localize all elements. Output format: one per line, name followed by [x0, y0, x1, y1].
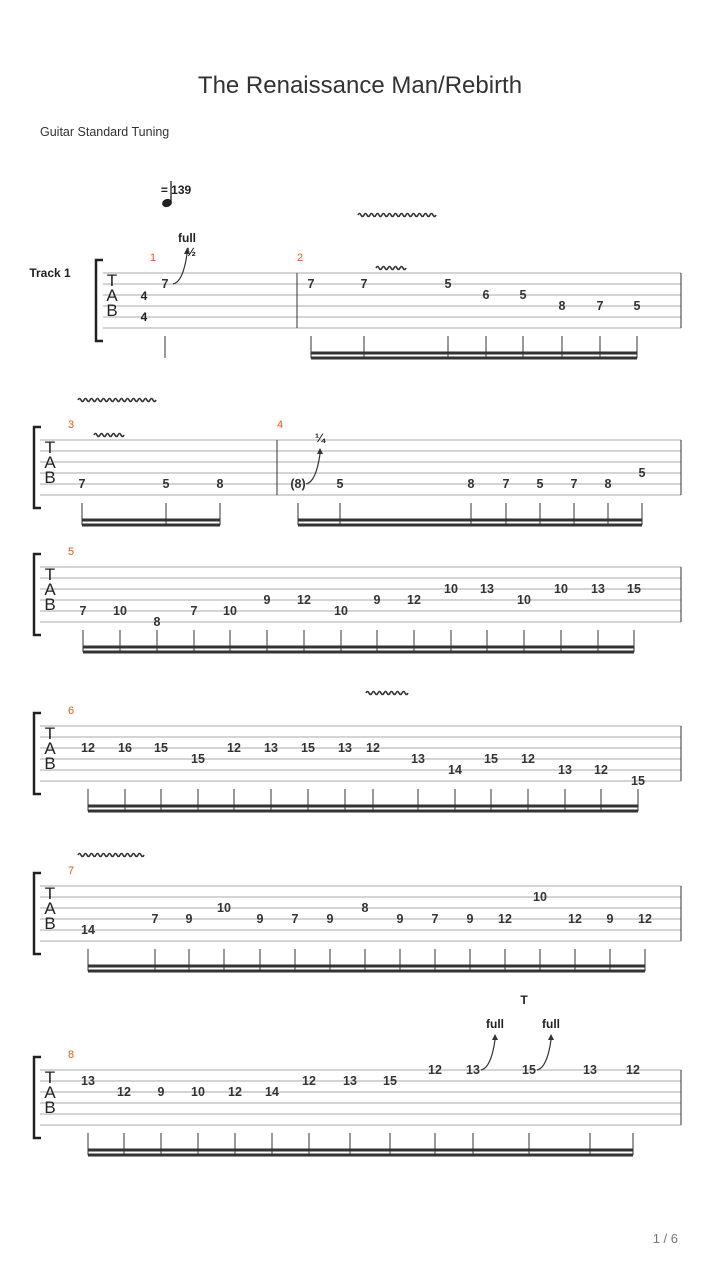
bend-amount: full: [542, 1017, 560, 1031]
fret-number: 13: [343, 1074, 357, 1088]
fret-number: 13: [583, 1063, 597, 1077]
bend-arrow: [481, 1040, 495, 1070]
tab-clef-letter: T: [44, 884, 56, 903]
fret-number: 14: [81, 923, 95, 937]
fret-number: 7: [502, 477, 510, 491]
fret-number: 8: [467, 477, 475, 491]
tuning-label: Guitar Standard Tuning: [40, 125, 170, 139]
system-bracket: [34, 1057, 41, 1138]
measure-number: 2: [297, 252, 304, 264]
fret-number: 7: [78, 477, 86, 491]
fret-number: 9: [396, 912, 404, 926]
tab-clef-letter: B: [106, 301, 118, 320]
bend-arrow: [173, 254, 187, 284]
fret-number: 10: [191, 1085, 205, 1099]
tab-clef-letter: B: [44, 595, 56, 614]
tab-clef-letter: T: [44, 438, 56, 457]
fret-number: 16: [118, 741, 132, 755]
track-label: Track 1: [29, 266, 71, 280]
fret-number: 9: [466, 912, 474, 926]
tab-system-6: [34, 1034, 681, 1155]
measure-number: 4: [277, 419, 284, 431]
time-signature-bottom: 4: [140, 310, 148, 324]
fret-number: 12: [521, 752, 535, 766]
tab-system-3: [34, 554, 681, 652]
fret-number: 13: [81, 1074, 95, 1088]
fret-number: 7: [307, 277, 315, 291]
tab-clef-letter: T: [44, 1068, 56, 1087]
tab-system-1: [96, 248, 681, 358]
fret-number: 12: [594, 763, 608, 777]
fret-number: 13: [411, 752, 425, 766]
fret-number: 13: [466, 1063, 480, 1077]
fret-number: 7: [570, 477, 578, 491]
fret-number: 15: [191, 752, 205, 766]
measure-number: 1: [150, 252, 157, 264]
fret-number: 6: [482, 288, 490, 302]
tab-clef-letter: A: [106, 286, 118, 305]
fret-number: 7: [190, 604, 198, 618]
fret-number: 7: [79, 604, 87, 618]
system-bracket: [96, 260, 103, 341]
fret-number: 15: [627, 582, 641, 596]
tab-clef-letter: T: [44, 724, 56, 743]
system-bracket: [34, 554, 41, 635]
fret-number: 10: [533, 890, 547, 904]
fret-number: 10: [217, 901, 231, 915]
vibrato-mark: [376, 267, 406, 270]
fret-number: 12: [638, 912, 652, 926]
fret-number: 7: [151, 912, 159, 926]
tab-clef-letter: A: [44, 899, 56, 918]
measure-number: 7: [68, 865, 75, 877]
fret-number: 15: [301, 741, 315, 755]
page-number: 1 / 6: [652, 1231, 678, 1246]
tab-system-2: [34, 427, 681, 525]
fret-number: 7: [360, 277, 368, 291]
fret-number: 10: [444, 582, 458, 596]
fret-number: 5: [336, 477, 344, 491]
fret-number: 13: [338, 741, 352, 755]
system-bracket: [34, 427, 41, 508]
fret-number: 15: [484, 752, 498, 766]
fret-number: 5: [444, 277, 452, 291]
tab-clef-letter: T: [44, 565, 56, 584]
fret-number: 5: [633, 299, 641, 313]
fret-number: 10: [113, 604, 127, 618]
fret-number: 9: [606, 912, 614, 926]
fret-number: 8: [604, 477, 612, 491]
fret-number: 12: [498, 912, 512, 926]
fret-number: 8: [216, 477, 224, 491]
bend-arrow: [306, 454, 320, 484]
fret-number: 10: [334, 604, 348, 618]
tab-clef-letter: B: [44, 914, 56, 933]
vibrato-mark: [366, 692, 408, 695]
tab-clef-letter: B: [44, 1098, 56, 1117]
bend-release-amount: ½: [185, 245, 197, 259]
bend-arrowhead: [548, 1034, 554, 1040]
system-bracket: [34, 873, 41, 954]
fret-number: 5: [638, 466, 646, 480]
tab-system-5: [34, 873, 681, 971]
tab-clef-letter: T: [106, 271, 118, 290]
bend-arrow: [537, 1040, 551, 1070]
measure-number: 6: [68, 705, 75, 717]
fret-number: 15: [383, 1074, 397, 1088]
fret-number: 12: [626, 1063, 640, 1077]
fret-number: 12: [227, 741, 241, 755]
fret-number: 15: [154, 741, 168, 755]
tab-clef-letter: A: [44, 453, 56, 472]
fret-number: 13: [558, 763, 572, 777]
measure-number: 3: [68, 419, 75, 431]
fret-number: 8: [361, 901, 369, 915]
fret-number: 9: [256, 912, 264, 926]
fret-number: 15: [631, 774, 645, 788]
fret-number: 12: [117, 1085, 131, 1099]
measure-number: 5: [68, 546, 75, 558]
fret-number: 9: [185, 912, 193, 926]
tab-clef-letter: A: [44, 580, 56, 599]
fret-number: 14: [265, 1085, 279, 1099]
fret-number: 14: [448, 763, 462, 777]
fret-number: 12: [297, 593, 311, 607]
vibrato-mark: [78, 399, 156, 402]
fret-number: 13: [264, 741, 278, 755]
fret-number: 12: [407, 593, 421, 607]
fret-number: 7: [161, 277, 169, 291]
fret-number: 5: [536, 477, 544, 491]
fret-number: 12: [568, 912, 582, 926]
fret-number: 15: [522, 1063, 536, 1077]
tab-clef-letter: B: [44, 754, 56, 773]
fret-number: 9: [263, 593, 271, 607]
fret-number: 9: [373, 593, 381, 607]
vibrato-mark: [94, 434, 124, 437]
fret-number: 12: [302, 1074, 316, 1088]
bend-amount: full: [178, 231, 196, 245]
fret-number: 12: [81, 741, 95, 755]
tab-system-4: [34, 713, 681, 811]
fret-number: 12: [428, 1063, 442, 1077]
tempo-mark: = 139: [160, 183, 192, 197]
fret-number: 12: [228, 1085, 242, 1099]
fret-number: 8: [153, 615, 161, 629]
tab-clef-letter: A: [44, 739, 56, 758]
bend-amount: full: [486, 1017, 504, 1031]
fret-number: 8: [558, 299, 566, 313]
fret-number: 9: [157, 1085, 165, 1099]
fret-number: 13: [480, 582, 494, 596]
tab-clef-letter: B: [44, 468, 56, 487]
fret-number: 10: [517, 593, 531, 607]
fret-number: 10: [223, 604, 237, 618]
vibrato-mark: [78, 854, 144, 857]
fret-number: 5: [162, 477, 170, 491]
tab-clef-letter: A: [44, 1083, 56, 1102]
song-title: The Renaissance Man/Rebirth: [197, 72, 523, 99]
fret-number: 9: [326, 912, 334, 926]
fret-number: 5: [519, 288, 527, 302]
fret-number: 7: [596, 299, 604, 313]
fret-number: 7: [291, 912, 299, 926]
fret-number: 7: [431, 912, 439, 926]
fret-number: 12: [366, 741, 380, 755]
fret-number: 10: [554, 582, 568, 596]
time-signature-top: 4: [140, 289, 148, 303]
bend-amount: ¼: [314, 431, 326, 445]
system-bracket: [34, 713, 41, 794]
vibrato-mark: [358, 214, 436, 217]
fret-number: (8): [290, 477, 306, 491]
bend-arrowhead: [492, 1034, 498, 1040]
measure-number: 8: [68, 1049, 75, 1061]
tap-marker: T: [520, 993, 528, 1007]
fret-number: 13: [591, 582, 605, 596]
